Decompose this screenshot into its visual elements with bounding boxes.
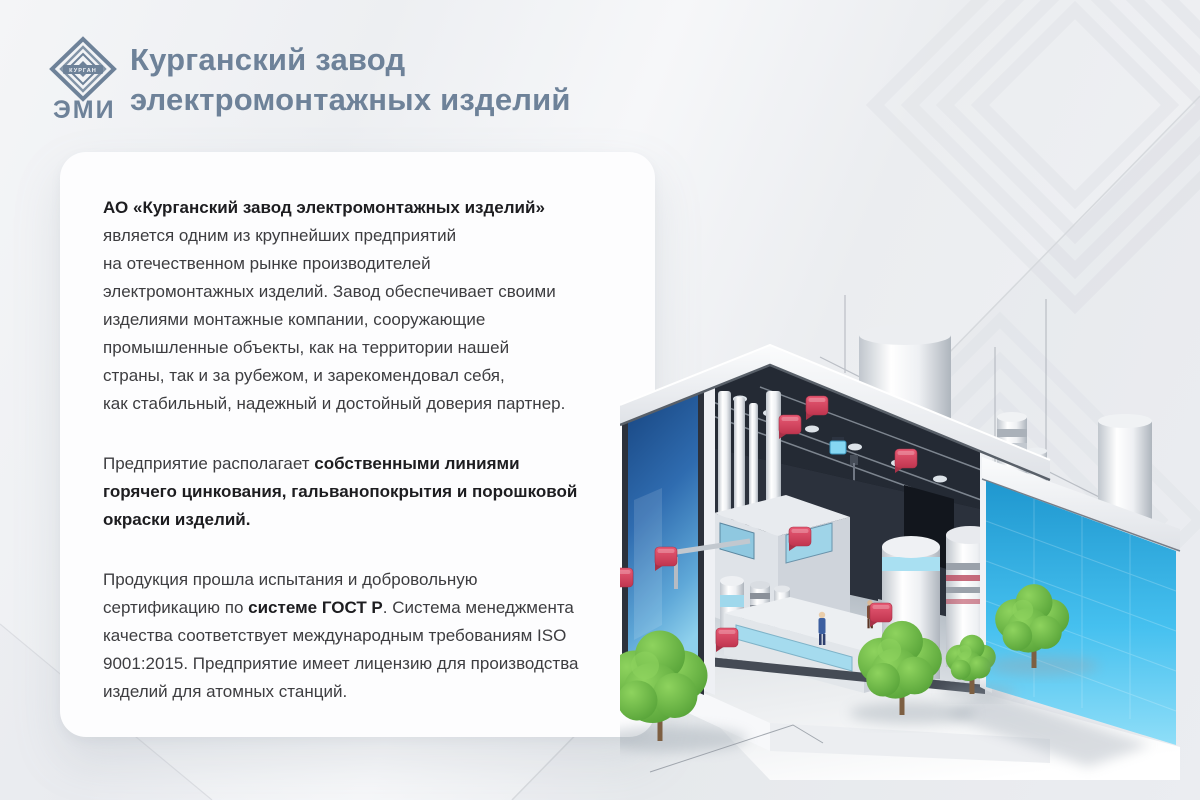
logo-banner-text: КУРГАН xyxy=(69,68,97,74)
company-logo xyxy=(46,36,120,124)
info-card xyxy=(60,152,655,737)
projector-light xyxy=(830,441,846,454)
title-line-1: Курганский завод xyxy=(130,42,406,77)
factory-illustration xyxy=(620,295,1200,780)
card-paragraph: АО «Курганский завод электромонтажных изделий» является одним из крупнейших предприятий на отечественном рынке производителей электромонтажных изделий. Завод обеспечивает своими изделиями монтажные компании, сооружающие промышленные объекты, как на территории нашей страны, так и за рубежом, и зарекомендовал себя, как стабильный, надежный и достойный доверия партнер. xyxy=(103,198,566,413)
logo-letters: ЭМИ xyxy=(53,96,116,124)
page-title xyxy=(130,40,571,120)
card-paragraph: Предприятие располагает собственными линиями горячего цинкования, гальванопокрытия и порошковой окраски изделий. xyxy=(103,454,578,529)
title-line-2: электромонтажных изделий xyxy=(130,82,571,117)
card-text xyxy=(103,194,617,706)
card-paragraph: Продукция прошла испытания и добровольную сертификацию по системе ГОСТ Р. Система менеджмента качества соответствует международным требованиям ISO 9001:2015. Предприятие имеет лицензию для производства изделий для атомных станций. xyxy=(103,570,579,701)
